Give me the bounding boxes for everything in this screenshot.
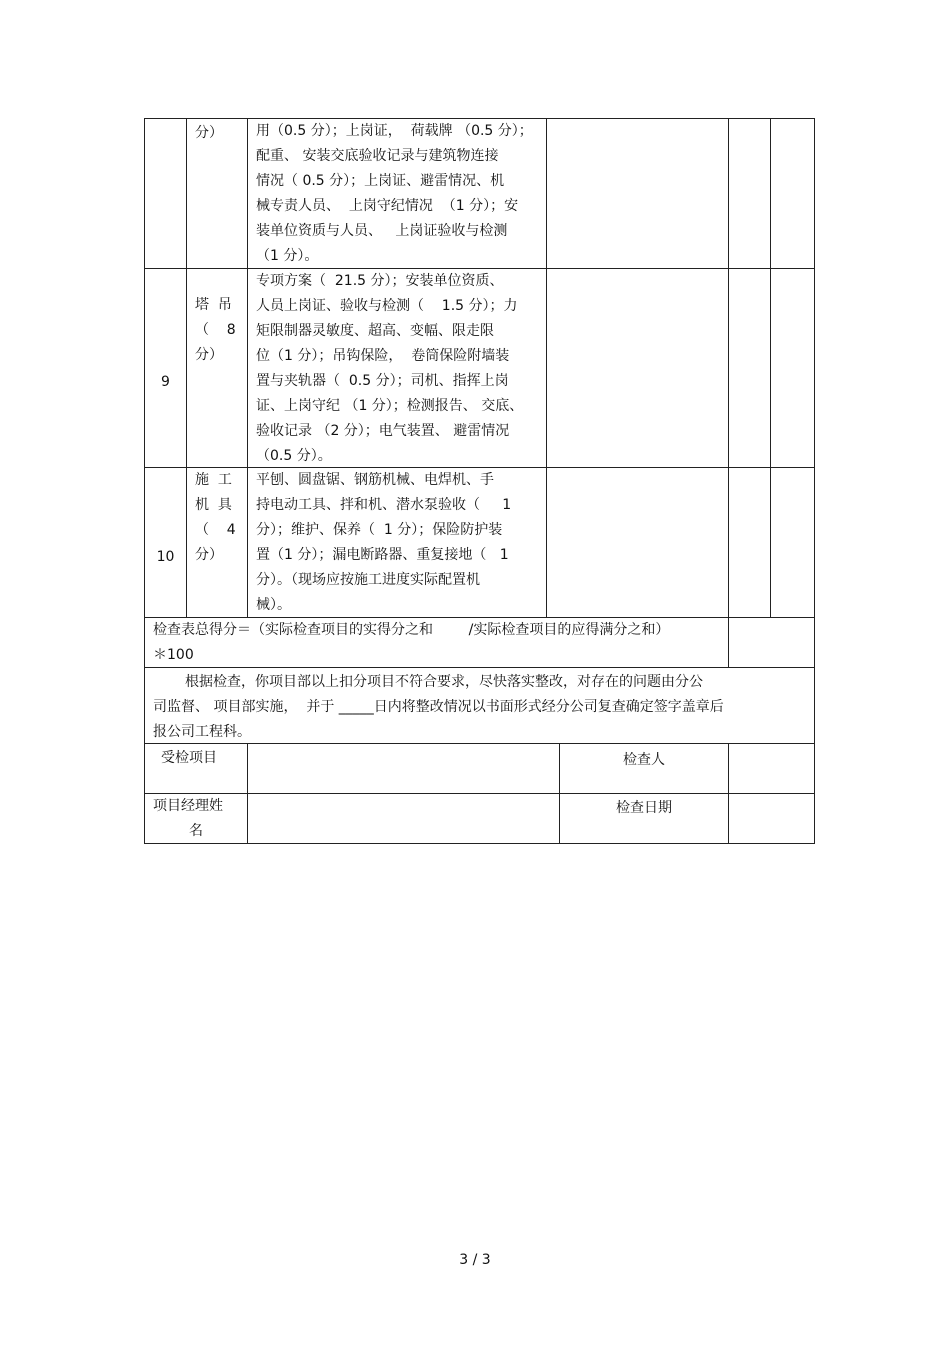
row-remark-cell — [770, 118, 815, 269]
content-line: 械）。 — [256, 597, 291, 613]
inspection-date-label-cell — [559, 793, 729, 844]
row-deduction-cell — [546, 467, 729, 618]
row-remark-cell — [770, 268, 815, 468]
notice-cell — [144, 667, 815, 744]
content-line: 矩限制器灵敏度、超高、变幅、限走限 — [256, 323, 494, 339]
content-line: （1 分）。 — [256, 248, 319, 264]
content-line: 验收记录 （2 分）；电气装置、 避雷情况 — [256, 423, 510, 439]
row-item-text: 塔 吊 — [195, 297, 232, 313]
content-line: 专项方案（ 21.5 分）；安装单位资质、 — [256, 273, 504, 289]
row-number: 10 — [156, 549, 175, 565]
row-num-cell — [144, 268, 187, 468]
content-line: （0.5 分）。 — [256, 448, 332, 464]
content-line: 分）；维护、保养（ 1 分）；保险防护装 — [256, 522, 503, 538]
total-score-multiplier: ＊100 — [153, 647, 194, 663]
row-item-text: （ 4 — [195, 522, 236, 538]
inspected-project-label: 受检项目 — [161, 750, 217, 766]
manager-label-cell — [144, 793, 248, 844]
content-line: 用（0.5 分）；上岗证， 荷载牌 （0.5 分）； — [256, 123, 533, 139]
manager-label: 名 — [189, 823, 203, 839]
content-line: 持电动工具、拌和机、潜水泵验收（ 1 — [256, 497, 512, 513]
content-line: 人员上岗证、验收与检测（ 1.5 分）；力 — [256, 298, 518, 314]
content-line: 置（1 分）；漏电断路器、重复接地（ 1 — [256, 547, 509, 563]
content-line: 械专责人员、 上岗守纪情况 （1 分）；安 — [256, 198, 519, 214]
inspected-project-label-cell — [144, 743, 248, 794]
row-item-text: 分） — [195, 547, 223, 563]
inspected-project-value-cell[interactable] — [247, 743, 560, 794]
row-item-text: （ 8 — [195, 322, 236, 338]
row-item-text: 机 具 — [195, 497, 232, 513]
content-line: 证、上岗守纪 （1 分）；检测报告、 交底、 — [256, 398, 524, 414]
inspector-label-cell — [559, 743, 729, 794]
row-deduction-cell — [546, 268, 729, 468]
row-content-cell — [247, 268, 547, 468]
total-score-formula: 检查表总得分＝（实际检查项目的实得分之和 /实际检查项目的应得满分之和） — [153, 622, 670, 638]
row-content-cell — [247, 118, 547, 269]
notice-line: 根据检查，你项目部以上扣分项目不符合要求，尽快落实整改，对存在的问题由分公 — [185, 674, 703, 690]
content-line: 分）。（现场应按施工进度实际配置机 — [256, 572, 480, 588]
content-line: 装单位资质与人员、 上岗证验收与检测 — [256, 223, 508, 239]
row-item-cell — [186, 118, 248, 269]
manager-label: 项目经理姓 — [153, 798, 223, 814]
content-line: 置与夹轨器（ 0.5 分）；司机、指挥上岗 — [256, 373, 509, 389]
inspector-value-cell[interactable] — [728, 743, 815, 794]
content-line: 位（1 分）；吊钩保险， 卷筒保险附墙装 — [256, 348, 510, 364]
row-deduction-cell — [546, 118, 729, 269]
row-item-cell — [186, 467, 248, 618]
row-num-cell — [144, 118, 187, 269]
row-score-cell — [728, 268, 771, 468]
row-score-cell — [728, 467, 771, 618]
row-num-cell — [144, 467, 187, 618]
inspection-date-value-cell[interactable] — [728, 793, 815, 844]
inspection-date-label: 检查日期 — [616, 800, 672, 816]
row-item-text: 分） — [195, 125, 223, 141]
row-content-cell — [247, 467, 547, 618]
row-item-text: 分） — [195, 347, 223, 363]
page-number: 3 / 3 — [459, 1252, 491, 1268]
notice-line: 司监督、 项目部实施， 并于 _____日内将整改情况以书面形式经分公司复查确定签字盖章后 — [153, 699, 724, 715]
total-score-cell — [144, 617, 729, 668]
content-line: 平刨、圆盘锯、钢筋机械、电焊机、手 — [256, 472, 494, 488]
total-score-value-cell — [728, 617, 815, 668]
inspector-label: 检查人 — [623, 752, 665, 768]
notice-line: 报公司工程科。 — [153, 724, 251, 740]
row-number: 9 — [161, 374, 170, 390]
content-line: 情况（ 0.5 分）；上岗证、避雷情况、机 — [256, 173, 505, 189]
row-remark-cell — [770, 467, 815, 618]
manager-value-cell[interactable] — [247, 793, 560, 844]
content-line: 配重、 安装交底验收记录与建筑物连接 — [256, 148, 499, 164]
row-item-text: 施 工 — [195, 472, 232, 488]
row-score-cell — [728, 118, 771, 269]
row-item-cell — [186, 268, 248, 468]
